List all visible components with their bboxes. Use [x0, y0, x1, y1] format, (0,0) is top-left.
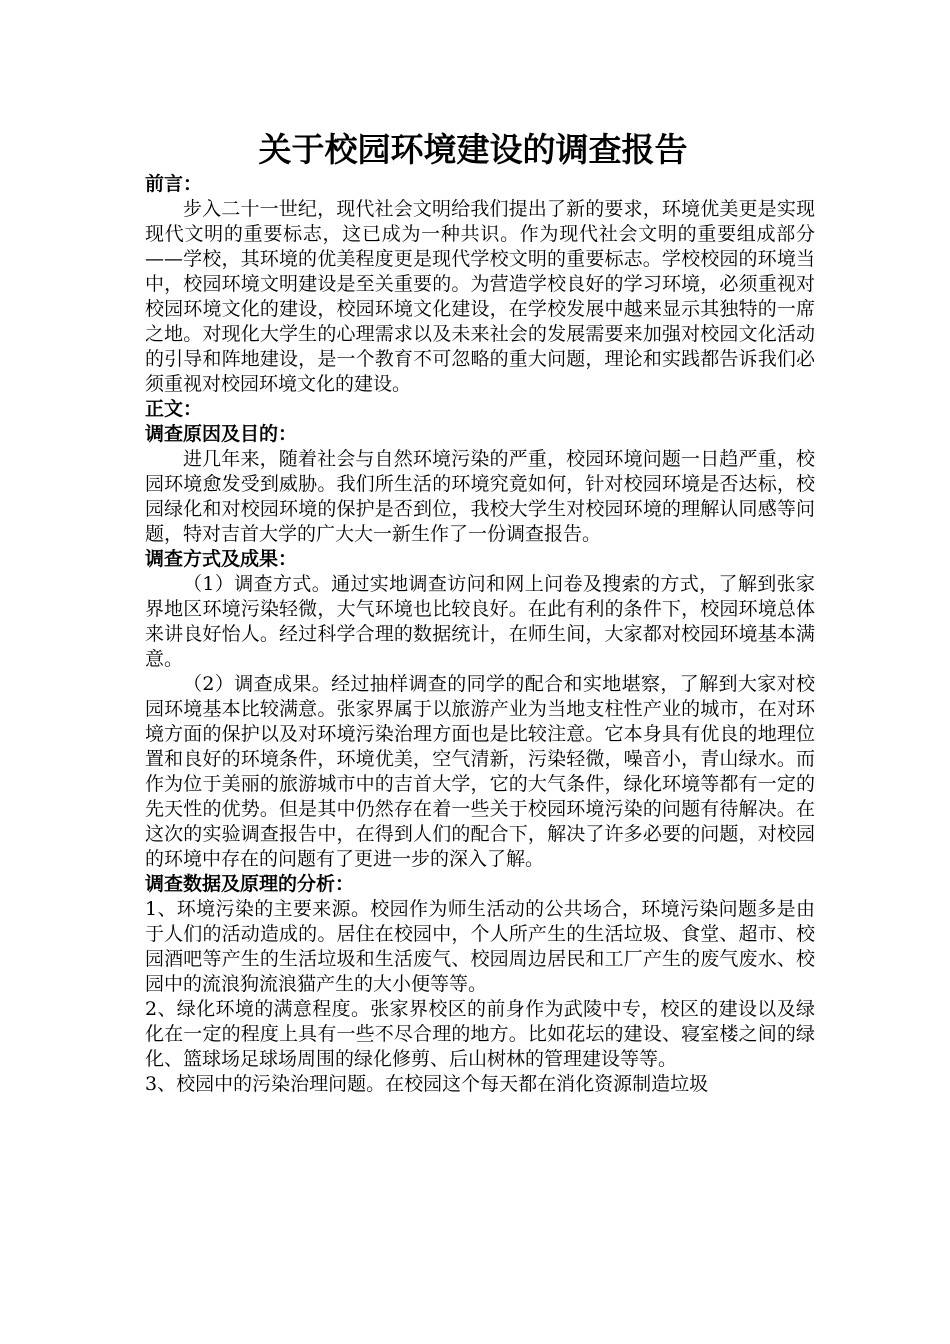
section-heading-body: 正文：: [145, 398, 203, 420]
paragraph-analysis-2: 2、绿化环境的满意程度。张家界校区的前身作为武陵中专，校区的建设以及绿化在一定的程度上具有一些不尽合理的地方。比如花坛的建设、寝室楼之间的绿化、篮球场足球场周围的绿化修剪、后山树林的管理建设等等。: [145, 998, 815, 1070]
paragraph-method-2: （2）调查成果。经过抽样调查的同学的配合和实地堪察，了解到大家对校园环境基本比较满意。张家界属于以旅游产业为当地支柱性产业的城市，在对环境方面的保护以及对环境污染治理方面也是比较注意。它本身具有优良的地理位置和良好的环境条件，环境优美，空气清新，污染轻微，噪音小，青山绿水。而作为位于美丽的旅游城市中的吉首大学，它的大气条件，绿化环境等都有一定的先天性的优势。但是其中仍然存在着一些关于校园环境污染的问题有待解决。在这次的实验调查报告中，在得到人们的配合下，解决了许多必要的问题，对校园的环境中存在的问题有了更进一步的深入了解。: [145, 673, 815, 870]
section-heading-method: 调查方式及成果：: [145, 548, 298, 570]
section-heading-preface: 前言：: [145, 173, 203, 195]
paragraph-analysis-1: 1、环境污染的主要来源。校园作为师生活动的公共场合，环境污染问题多是由于人们的活动造成的。居住在校园中，个人所产生的生活垃圾、食堂、超市、校园酒吧等产生的生活垃圾和生活废气、校园周边居民和工厂产生的废气废水、校园中的流浪狗流浪猫产生的大小便等等。: [145, 898, 815, 995]
paragraph-preface: 步入二十一世纪，现代社会文明给我们提出了新的要求，环境优美更是实现现代文明的重要标志，这已成为一种共识。作为现代社会文明的重要组成部分——学校，其环境的优美程度更是现代学校文明的重要标志。学校校园的环境当中，校园环境文明建设是至关重要的。为营造学校良好的学习环境，必须重视对校园环境文化的建设，校园环境文化建设，在学校发展中越来显示其独特的一席之地。对现化大学生的心理需求以及未来社会的发展需要来加强对校园文化活动的引导和阵地建设，是一个教育不可忽略的重大问题，理论和实践都告诉我们必须重视对校园环境文化的建设。: [145, 198, 815, 395]
paragraph-purpose: 进几年来，随着社会与自然环境污染的严重，校园环境问题一日趋严重，校园环境愈发受到威胁。我们所生活的环境究竟如何，针对校园环境是否达标，校园绿化和对校园环境的保护是否到位，我校大学生对校园环境的理解认同感等问题，特对吉首大学的广大大一新生作了一份调查报告。: [145, 448, 815, 545]
section-heading-purpose: 调查原因及目的：: [145, 423, 298, 445]
paragraph-method-1: （1）调查方式。通过实地调查访问和网上问卷及搜索的方式，了解到张家界地区环境污染轻微，大气环境也比较良好。在此有利的条件下，校园环境总体来讲良好怡人。经过科学合理的数据统计，在师生间，大家都对校园环境基本满意。: [145, 573, 815, 670]
page-title: 关于校园环境建设的调查报告: [258, 130, 688, 169]
section-heading-analysis: 调查数据及原理的分析：: [145, 873, 355, 895]
paragraph-analysis-3: 3、校园中的污染治理问题。在校园这个每天都在消化资源制造垃圾: [145, 1073, 709, 1095]
document-page: [145, 128, 815, 1097]
